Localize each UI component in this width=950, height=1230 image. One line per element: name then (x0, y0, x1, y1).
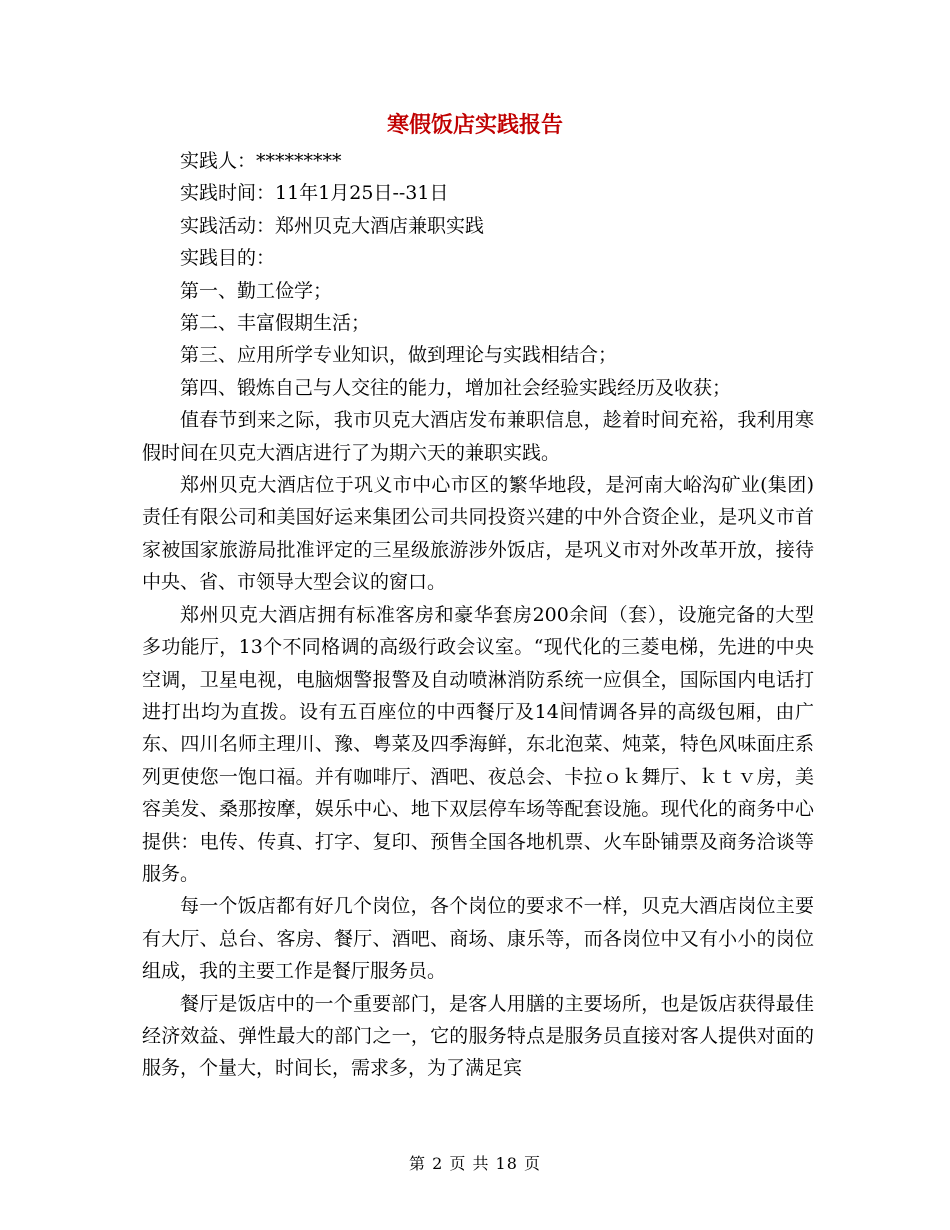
info-practitioner: 实践人：********* (180, 150, 342, 172)
body-paragraph-restaurant: 餐厅是饭店中的一个重要部门，是客人用膳的主要场所，也是饭店获得最佳经济效益、弹性最大的部门之一，它的服务特点是服务员直接对客人提供对面的服务，个量大，时间长，需求多，为了满足宾 (142, 992, 814, 1080)
body-paragraph-intro: 值春节到来之际，我市贝克大酒店发布兼职信息，趁着时间充裕，我利用寒假时间在贝克大酒店进行了为期六天的兼职实践。 (142, 409, 814, 464)
info-purpose-heading: 实践目的： (180, 247, 276, 270)
body-paragraph-hotel-location: 郑州贝克大酒店位于巩义市中心市区的繁华地段，是河南大峪沟矿业(集团) 责任有限公司和美国好运来集团公司共同投资兴建的中外合资企业，是巩义市首家被国家旅游局批准评定的三星级旅游涉外饭店，是巩义市对外改革开放，接待中央、省、市领导大型会议的窗口。 (142, 474, 814, 594)
body-paragraph-positions: 每一个饭店都有好几个岗位，各个岗位的要求不一样，贝克大酒店岗位主要有大厅、总台、客房、餐厅、酒吧、商场、康乐等，而各岗位中又有小小的岗位组成，我的主要工作是餐厅服务员。 (142, 895, 814, 983)
purpose-item-2: 第二、丰富假期生活； (180, 312, 371, 335)
page-number-footer: 第 2 页 共 18 页 (409, 1154, 541, 1173)
purpose-item-4: 第四、锻炼自己与人交往的能力，增加社会经验实践经历及收获； (180, 376, 732, 399)
document-title: 寒假饭店实践报告 (386, 112, 563, 138)
info-time: 实践时间：11年1月25日--31日 (180, 182, 449, 205)
document-body (142, 145, 814, 1085)
info-activity: 实践活动：郑州贝克大酒店兼职实践 (180, 214, 485, 237)
purpose-item-1: 第一、勤工俭学； (180, 279, 333, 302)
purpose-item-3: 第三、应用所学专业知识，做到理论与实践相结合； (180, 344, 618, 367)
body-paragraph-hotel-facilities: 郑州贝克大酒店拥有标准客房和豪华套房200余间（套），设施完备的大型多功能厅，13个不同格调的高级行政会议室。“现代化的三菱电梯，先进的中央空调，卫星电视，电脑烟警报警及自动喷淋消防系统一应俱全，国际国内电话打进打出均为直拨。设有五百座位的中西餐厅及14间情调各异的高级包厢，由广东、四川名师主理川、豫、粤菜及四季海鲜，东北泡菜、炖菜，特色风味面庄系列更使您一饱口福。并有咖啡厅、酒吧、夜总会、卡拉ｏｋ舞厅、ｋｔｖ房，美容美发、桑那按摩，娱乐中心、地下双层停车场等配套设施。现代化的商务中心提供：电传、传真、打字、复印、预售全国各地机票、火车卧铺票及商务洽谈等服务。 (142, 603, 814, 885)
